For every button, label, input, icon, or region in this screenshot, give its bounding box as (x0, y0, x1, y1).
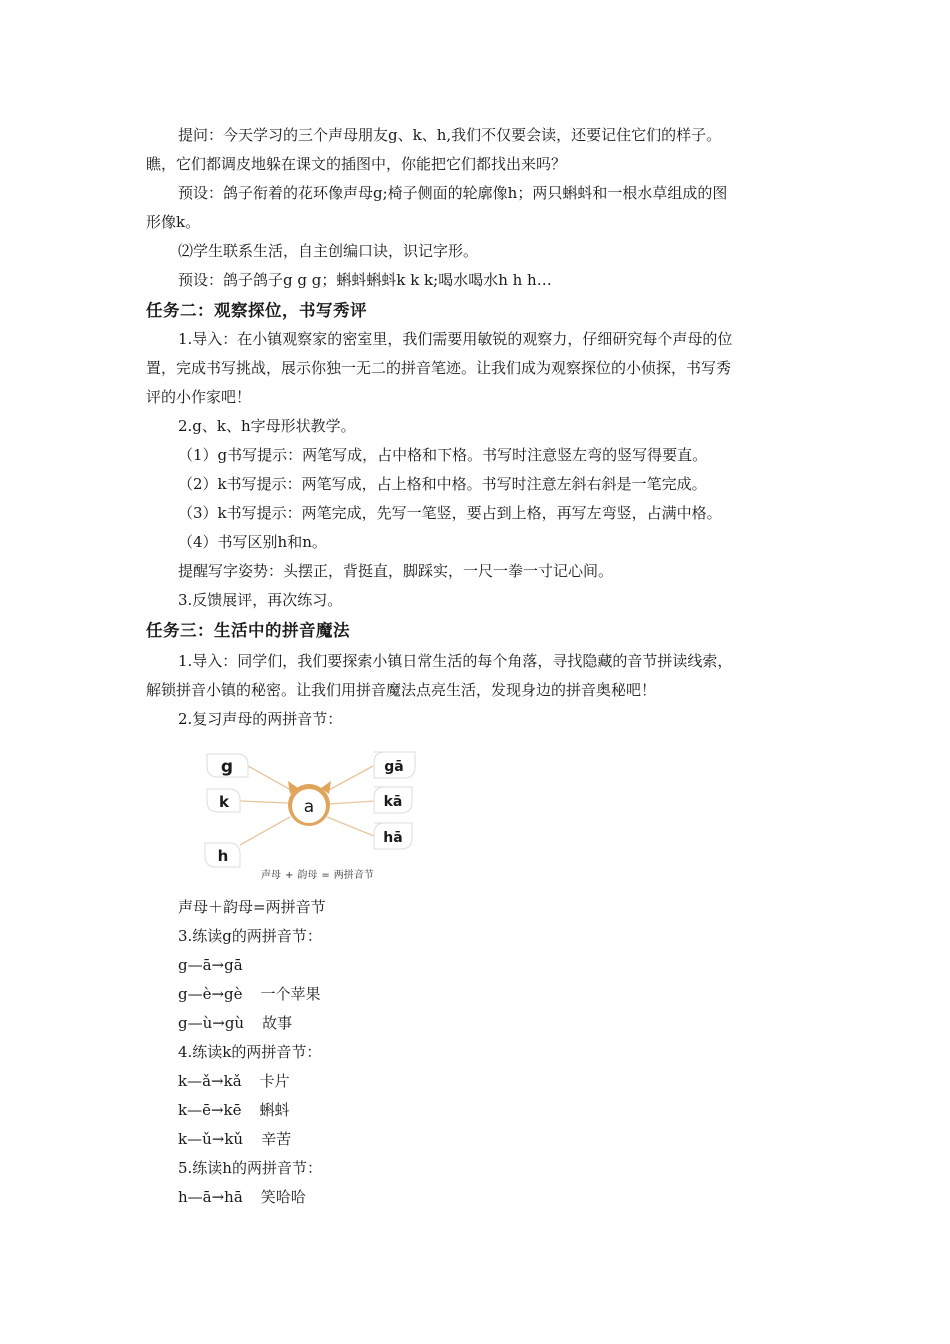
connector-line (240, 817, 290, 845)
task3-heading: 任务三：生活中的拼音魔法 (146, 621, 350, 640)
diagram-graphic (203, 745, 423, 885)
example-word: 卡片 (259, 1072, 290, 1090)
example-word: 一个苹果 (260, 985, 321, 1003)
task2-intro-1: 1.导入：在小镇观察家的密室里，我们需要用敏锐的观察力，仔细研究每个声母的位 (178, 330, 733, 348)
example-word: 辛苦 (261, 1130, 292, 1148)
example-word: 故事 (262, 1014, 293, 1032)
syllable-ka: kā (383, 794, 403, 810)
mnemonic-line: 预设：鸽子鸽子g g g；蝌蚪蝌蚪k k k;喝水喝水h h h… (178, 271, 552, 289)
example-row (178, 951, 243, 980)
connector-line (329, 801, 375, 804)
example-row (178, 1125, 291, 1154)
formula-line: 声母＋韵母=两拼音节 (178, 898, 326, 916)
writing-tip-k-2: （3）k书写提示：两笔完成，先写一笔竖，要占到上格，再写左弯竖，占满中格。 (178, 504, 722, 522)
task2-intro-3: 评的小作家吧！ (146, 388, 252, 406)
caption-final: 韵母 (297, 870, 318, 881)
preset-line-2: 形像k。 (146, 213, 201, 231)
example-word: 蝌蚪 (259, 1101, 290, 1119)
spelling: k—ē→kē (178, 1101, 242, 1119)
practice-h-heading: 5.练读h的两拼音节： (178, 1159, 322, 1177)
caption-result: 两拼音节 (333, 870, 374, 881)
initial-h: h (217, 847, 229, 865)
question-line-2: 瞧，它们都调皮地躲在课文的插图中，你能把它们都找出来吗？ (146, 155, 567, 173)
example-row (178, 1067, 290, 1096)
example-row (178, 980, 321, 1009)
writing-tip-g: （1）g书写提示：两笔写成，占中格和下格。书写时注意竖左弯的竖写得要直。 (178, 446, 708, 464)
writing-tip-h-n: （4）书写区别h和n。 (178, 533, 327, 551)
spelling: k—ǔ→kǔ (178, 1130, 244, 1148)
spelling: g—ù→gù (178, 1014, 245, 1032)
task2-heading: 任务二：观察探位，书写秀评 (146, 301, 367, 320)
caption-initial: 声母 (261, 870, 281, 881)
step-2-line: ⑵学生联系生活，自主创编口诀，识记字形。 (178, 242, 479, 260)
spelling: h—ā→hā (178, 1188, 243, 1206)
review-heading: 2.复习声母的两拼音节： (178, 710, 343, 728)
example-row (178, 1009, 292, 1038)
task3-intro-1: 1.导入：同学们，我们要探索小镇日常生活的每个角落，寻找隐藏的音节拼读线索， (178, 652, 733, 670)
writing-tip-k: （2）k书写提示：两笔写成，占上格和中格。书写时注意左斜右斜是一笔完成。 (178, 475, 707, 493)
spelling: g—è→gè (178, 985, 243, 1003)
task3-intro-2: 解锁拼音小镇的秘密。让我们用拼音魔法点亮生活，发现身边的拼音奥秘吧！ (146, 681, 657, 699)
syllable-ga: gā (384, 759, 404, 775)
example-row (178, 1096, 290, 1125)
feedback-line: 3.反馈展评，再次练习。 (178, 591, 343, 609)
connector-line (240, 801, 288, 803)
question-line-1: 提问：今天学习的三个声母朋友g、k、h,我们不仅要会读，还要记住它们的样子。 (178, 126, 722, 144)
posture-reminder: 提醒写字姿势：头摆正，背挺直，脚踩实，一尺一拳一寸记心间。 (178, 562, 614, 580)
diagram-caption (261, 866, 378, 881)
initial-k: k (219, 793, 229, 811)
final-a: a (303, 797, 315, 817)
task2-intro-2: 置，完成书写挑战，展示你独一无二的拼音笔迹。让我们成为观察探位的小侦探，书写秀 (146, 359, 732, 377)
syllable-ha: hā (383, 830, 403, 846)
caption-equals: = (321, 870, 330, 881)
practice-g-heading: 3.练读g的两拼音节： (178, 927, 322, 945)
spelling: k—ǎ→kǎ (178, 1072, 242, 1090)
practice-k-heading: 4.练读k的两拼音节： (178, 1043, 322, 1061)
example-row (178, 1183, 306, 1212)
example-word: 笑哈哈 (260, 1188, 306, 1206)
connector-line (248, 766, 291, 790)
caption-plus: + (285, 870, 294, 881)
connector-line (327, 817, 374, 836)
preset-line-1: 预设：鸽子衔着的花环像声母g;椅子侧面的轮廓像h；两只蝌蚪和一根水草组成的图 (178, 184, 728, 202)
pinyin-combination-diagram (203, 745, 423, 885)
task2-shape-heading: 2.g、k、h字母形状教学。 (178, 417, 356, 435)
connector-line (327, 766, 373, 791)
spelling: g—ā→gā (178, 956, 243, 974)
initial-g: g (220, 757, 234, 777)
